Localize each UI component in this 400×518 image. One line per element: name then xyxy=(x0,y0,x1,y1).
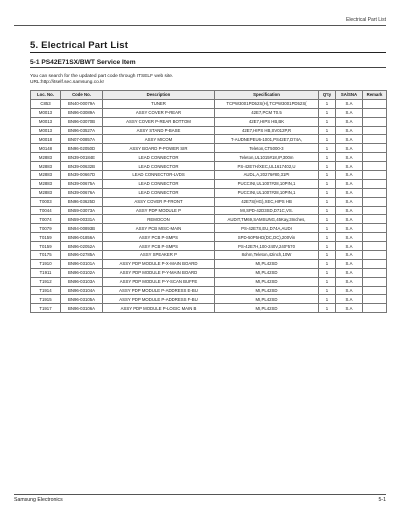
cell-remark xyxy=(363,268,387,277)
cell-description: LEAD CONNECTOR xyxy=(103,153,215,162)
cell-code-no: BN96-02052A xyxy=(61,242,103,251)
cell-remark xyxy=(363,171,387,180)
table-row xyxy=(31,99,387,108)
cell-remark xyxy=(363,304,387,313)
cell-loc-no: C853 xyxy=(31,99,61,108)
cell-sa-sna: S.A xyxy=(336,304,363,313)
cell-code-no: BN39-00675A xyxy=(61,179,103,188)
cell-description: ASSY COVER P-REAR BOTTOM xyxy=(103,117,215,126)
cell-remark xyxy=(363,259,387,268)
cell-qty: 1 xyxy=(319,99,336,108)
cell-code-no: BN59-03073A xyxy=(61,206,103,215)
cell-sa-sna: S.A xyxy=(336,242,363,251)
cell-loc-no: T0003 xyxy=(31,197,61,206)
cell-remark xyxy=(363,197,387,206)
cell-description: ASSY COVER P-FRONT xyxy=(103,197,215,206)
cell-sa-sna: S.A xyxy=(336,295,363,304)
cell-code-no: BN39-00667D xyxy=(61,171,103,180)
cell-remark xyxy=(363,162,387,171)
cell-sa-sna: S.A xyxy=(336,179,363,188)
cell-qty: 1 xyxy=(319,135,336,144)
intro-line-url: URL:http://itself.sec.samsung.co.kr xyxy=(30,80,105,85)
table-row xyxy=(31,144,387,153)
cell-qty: 1 xyxy=(319,153,336,162)
cell-sa-sna: S.A xyxy=(336,233,363,242)
cell-description: TUNER xyxy=(103,99,215,108)
cell-code-no: BN96-03625D xyxy=(61,197,103,206)
cell-sa-sna: S.A xyxy=(336,99,363,108)
table-row xyxy=(31,108,387,117)
cell-remark xyxy=(363,117,387,126)
page-number: 5-1 xyxy=(378,497,386,503)
cell-qty: 1 xyxy=(319,144,336,153)
table-row xyxy=(31,135,387,144)
table-row xyxy=(31,171,387,180)
cell-code-no: BN96-02785A xyxy=(61,251,103,260)
cell-remark xyxy=(363,153,387,162)
cell-description: ASSY PDP MODULE P xyxy=(103,206,215,215)
cell-code-no: BN39-00184E xyxy=(61,153,103,162)
cell-specification: PUCCINI,UL1007#28,10PIN,1 xyxy=(215,179,319,188)
table-row xyxy=(31,162,387,171)
cell-qty: 1 xyxy=(319,108,336,117)
cell-loc-no: T0159 xyxy=(31,242,61,251)
cell-specification: MI,PL42SD xyxy=(215,286,319,295)
table-row xyxy=(31,286,387,295)
cell-loc-no: M0018 xyxy=(31,135,61,144)
cell-specification: TCPW3001PD52S(H),TCPW3001PD52S( xyxy=(215,99,319,108)
cell-code-no: BN96-03103A xyxy=(61,277,103,286)
cell-code-no: BN96-03105A xyxy=(61,295,103,304)
cell-loc-no: T1917 xyxy=(31,304,61,313)
cell-remark xyxy=(363,108,387,117)
cell-loc-no: T0175 xyxy=(31,251,61,260)
cell-qty: 1 xyxy=(319,295,336,304)
cell-specification: SPD-50P5HD(DC,DC),200Vin xyxy=(215,233,319,242)
cell-qty: 1 xyxy=(319,259,336,268)
cell-remark xyxy=(363,99,387,108)
cell-sa-sna: S.A xyxy=(336,153,363,162)
table-row xyxy=(31,268,387,277)
footer-company: Samsung Electronics xyxy=(14,497,63,503)
cell-loc-no: T0159 xyxy=(31,233,61,242)
cell-remark xyxy=(363,206,387,215)
cell-sa-sna: S.A xyxy=(336,188,363,197)
cell-loc-no: M2883 xyxy=(31,162,61,171)
cell-specification: Teleton,UL1015#18,IP,300m xyxy=(215,153,319,162)
cell-description: LEAD CONNECTOR xyxy=(103,162,215,171)
cell-description: ASSY PCB P-SMPS xyxy=(103,233,215,242)
cell-specification: Teleton,CT5000-3 xyxy=(215,144,319,153)
cell-qty: 1 xyxy=(319,224,336,233)
cell-remark xyxy=(363,242,387,251)
col-header-description: Description xyxy=(103,91,215,100)
cell-loc-no: T0044 xyxy=(31,206,61,215)
table-row xyxy=(31,277,387,286)
table-row xyxy=(31,117,387,126)
table-row xyxy=(31,224,387,233)
cell-loc-no: T0074 xyxy=(31,215,61,224)
cell-specification: PS-42E7S,EU,D74A,AUDI xyxy=(215,224,319,233)
cell-sa-sna: S.A xyxy=(336,268,363,277)
cell-remark xyxy=(363,233,387,242)
cell-sa-sna: S.A xyxy=(336,197,363,206)
cell-loc-no: M0013 xyxy=(31,126,61,135)
cell-remark xyxy=(363,286,387,295)
table-row xyxy=(31,242,387,251)
cell-remark xyxy=(363,224,387,233)
cell-specification: PUCCINI,UL1007#28,10PIN,1 xyxy=(215,188,319,197)
cell-qty: 1 xyxy=(319,233,336,242)
cell-sa-sna: S.A xyxy=(336,135,363,144)
cell-sa-sna: S.A xyxy=(336,162,363,171)
table-row xyxy=(31,233,387,242)
table-row xyxy=(31,197,387,206)
cell-qty: 1 xyxy=(319,117,336,126)
cell-qty: 1 xyxy=(319,215,336,224)
cell-description: ASSY PDP MODULE P-ADDRESS F-BU xyxy=(103,295,215,304)
footer-rule xyxy=(14,494,386,495)
table-row xyxy=(31,215,387,224)
cell-code-no: BN59-00331A xyxy=(61,215,103,224)
col-header-specification: Specification xyxy=(215,91,319,100)
cell-loc-no: T1914 xyxy=(31,286,61,295)
cell-code-no: BN96-03089A xyxy=(61,108,103,117)
cell-qty: 1 xyxy=(319,171,336,180)
cell-code-no: BN96-01856A xyxy=(61,233,103,242)
col-header-sa-sna: SA/SNA xyxy=(336,91,363,100)
running-head: Electrical Part List xyxy=(345,17,386,23)
cell-qty: 1 xyxy=(319,188,336,197)
cell-loc-no: M2883 xyxy=(31,153,61,162)
cell-remark xyxy=(363,295,387,304)
cell-specification: PS-42E7H/XEC,UL1617402,U xyxy=(215,162,319,171)
cell-code-no: BN96-03070B xyxy=(61,117,103,126)
cell-specification: AUDL,A,20276#80,31PI xyxy=(215,171,319,180)
cell-specification: 8ohm,Teleton,42inch,10W xyxy=(215,251,319,260)
col-header-code: Code No. xyxy=(61,91,103,100)
cell-loc-no: M2883 xyxy=(31,188,61,197)
cell-description: LEAD CONNECTOR xyxy=(103,188,215,197)
cell-specification: 42E7S(HG),XEC,HIPS HB xyxy=(215,197,319,206)
cell-description: ASSY PCB MISC-MAIN xyxy=(103,224,215,233)
table-row xyxy=(31,251,387,260)
table-row xyxy=(31,126,387,135)
cell-description: ASSY PDP MODULE P-LOGIC MAIN B xyxy=(103,304,215,313)
table-row xyxy=(31,295,387,304)
cell-loc-no: M0148 xyxy=(31,144,61,153)
cell-remark xyxy=(363,144,387,153)
cell-loc-no: M0013 xyxy=(31,108,61,117)
cell-loc-no: M2883 xyxy=(31,179,61,188)
parts-table xyxy=(30,90,387,313)
cell-description: ASSY MICOM xyxy=(103,135,215,144)
cell-description: ASSY STAND P-BASE xyxy=(103,126,215,135)
cell-qty: 1 xyxy=(319,162,336,171)
cell-remark xyxy=(363,215,387,224)
cell-code-no: BN96-03104A xyxy=(61,286,103,295)
cell-sa-sna: S.A xyxy=(336,117,363,126)
cell-specification: MI,PL42SD xyxy=(215,268,319,277)
cell-qty: 1 xyxy=(319,277,336,286)
cell-qty: 1 xyxy=(319,126,336,135)
table-row xyxy=(31,179,387,188)
cell-description: ASSY PDP MODULE P-ADDRESS E-BU xyxy=(103,286,215,295)
cell-loc-no: T1911 xyxy=(31,268,61,277)
cell-code-no: BN96-03102A xyxy=(61,268,103,277)
cell-sa-sna: S.A xyxy=(336,126,363,135)
table-header-row xyxy=(31,91,387,100)
cell-sa-sna: S.A xyxy=(336,286,363,295)
table-row xyxy=(31,304,387,313)
cell-qty: 1 xyxy=(319,304,336,313)
cell-description: ASSY PCB P-SMPS xyxy=(103,242,215,251)
cell-remark xyxy=(363,179,387,188)
cell-description: ASSY PDP MODULE P-Y-SCAN BUFFE xyxy=(103,277,215,286)
cell-sa-sna: S.A xyxy=(336,206,363,215)
cell-remark xyxy=(363,188,387,197)
cell-code-no: BN94-00893B xyxy=(61,224,103,233)
cell-sa-sna: S.A xyxy=(336,144,363,153)
cell-code-no: BN40-00079A xyxy=(61,99,103,108)
col-header-qty: Q'ty xyxy=(319,91,336,100)
cell-specification: 42E7,HIPS HB,BK xyxy=(215,117,319,126)
table-row xyxy=(31,153,387,162)
cell-qty: 1 xyxy=(319,242,336,251)
cell-sa-sna: S.A xyxy=(336,259,363,268)
cell-specification: MI,PL42SD xyxy=(215,304,319,313)
cell-loc-no: M2883 xyxy=(31,171,61,180)
header-rule xyxy=(14,25,386,26)
col-header-loc: Loc. No. xyxy=(31,91,61,100)
cell-qty: 1 xyxy=(319,197,336,206)
cell-code-no: BN39-00632B xyxy=(61,162,103,171)
cell-qty: 1 xyxy=(319,206,336,215)
cell-description: ASSY PDP MODULE P-X-MAIN BOARD xyxy=(103,259,215,268)
cell-qty: 1 xyxy=(319,179,336,188)
cell-specification: T-AUDNEPEU6-1001,PS42E7,D74A, xyxy=(215,135,319,144)
cell-loc-no: M0013 xyxy=(31,117,61,126)
cell-remark xyxy=(363,126,387,135)
table-row xyxy=(31,259,387,268)
cell-description: REMOCON xyxy=(103,215,215,224)
cell-code-no: BN96-03527A xyxy=(61,126,103,135)
cell-description: ASSY PDP MODULE P-Y-MAIN BOARD xyxy=(103,268,215,277)
cell-sa-sna: S.A xyxy=(336,251,363,260)
cell-specification: 42E7,HIPS HB,SV012P,R xyxy=(215,126,319,135)
cell-code-no: BN07-00857A xyxy=(61,135,103,144)
cell-sa-sna: S.A xyxy=(336,108,363,117)
cell-sa-sna: S.A xyxy=(336,215,363,224)
cell-code-no: BN39-00676A xyxy=(61,188,103,197)
cell-code-no: BN96-02050D xyxy=(61,144,103,153)
cell-sa-sna: S.A xyxy=(336,171,363,180)
section-title: 5. Electrical Part List xyxy=(30,40,386,53)
cell-specification: MI,PL42SD xyxy=(215,259,319,268)
cell-specification: PS-42E7H,100-240V,240*570 xyxy=(215,242,319,251)
cell-description: ASSY BOARD P-POWER SIR xyxy=(103,144,215,153)
cell-description: LEAD CONNECTOR xyxy=(103,179,215,188)
parts-table-body xyxy=(31,99,387,312)
col-header-remark: Remark xyxy=(363,91,387,100)
cell-remark xyxy=(363,251,387,260)
intro-line: You can search for the updated part code through ITSELF web site. xyxy=(30,74,174,79)
cell-sa-sna: S.A xyxy=(336,277,363,286)
cell-qty: 1 xyxy=(319,286,336,295)
cell-specification: MI,SPD-42D3SD,D71C,VS. xyxy=(215,206,319,215)
cell-specification: AUDIT,TM69,SAMSUNG,45Kay,3Inches, xyxy=(215,215,319,224)
table-row xyxy=(31,206,387,215)
cell-sa-sna: S.A xyxy=(336,224,363,233)
cell-loc-no: T0079 xyxy=(31,224,61,233)
cell-specification: MI,PL42SD xyxy=(215,277,319,286)
table-row xyxy=(31,188,387,197)
cell-loc-no: T1912 xyxy=(31,277,61,286)
cell-specification: 42E7,PCM T0.5 xyxy=(215,108,319,117)
cell-code-no: BN96-03101A xyxy=(61,259,103,268)
cell-description: ASSY COVER P-REAR xyxy=(103,108,215,117)
cell-code-no: BN96-03106A xyxy=(61,304,103,313)
cell-description: LEAD CONNECTOR-LVDS xyxy=(103,171,215,180)
intro-text xyxy=(30,74,173,86)
cell-loc-no: T1910 xyxy=(31,259,61,268)
cell-specification: MI,PL42SD xyxy=(215,295,319,304)
cell-remark xyxy=(363,135,387,144)
cell-qty: 1 xyxy=(319,251,336,260)
cell-qty: 1 xyxy=(319,268,336,277)
cell-description: ASSY SPEAKER P xyxy=(103,251,215,260)
cell-loc-no: T1915 xyxy=(31,295,61,304)
subsection-title: 5-1 PS42E71SX/BWT Service Item xyxy=(30,59,386,68)
cell-remark xyxy=(363,277,387,286)
